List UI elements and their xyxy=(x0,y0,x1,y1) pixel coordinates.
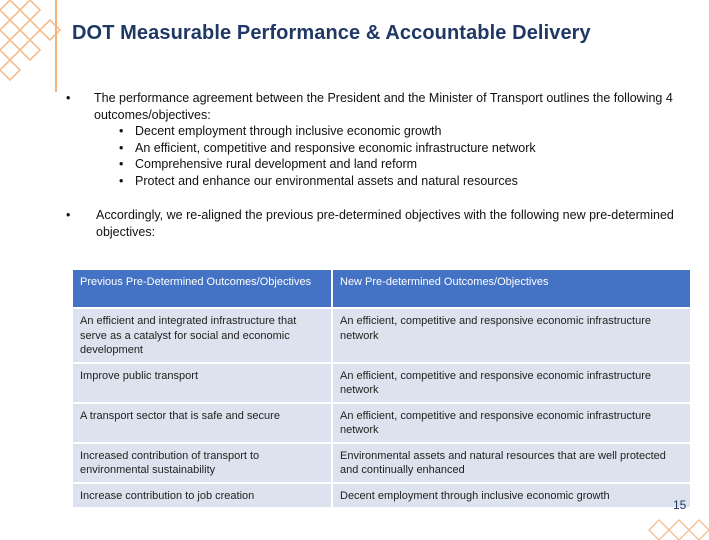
column-header-previous: Previous Pre-Determined Outcomes/Objectives xyxy=(72,269,332,308)
table-cell: Environmental assets and natural resources that are well protected and continually enhanced xyxy=(332,443,691,483)
table-cell: An efficient and integrated infrastructure that serve as a catalyst for social and economic development xyxy=(72,308,332,363)
table-cell: Improve public transport xyxy=(72,363,332,403)
table-cell: Increased contribution of transport to environmental sustainability xyxy=(72,443,332,483)
corner-pattern-decoration-bottom xyxy=(639,508,709,540)
outcomes-list xyxy=(94,123,680,189)
paragraph-1-text: The performance agreement between the President and the Minister of Transport outlines the following 4 outcomes/objectives: xyxy=(94,91,673,122)
corner-pattern-decoration xyxy=(0,0,62,92)
table-cell: An efficient, competitive and responsive economic infrastructure network xyxy=(332,308,691,363)
bullet-icon: • xyxy=(119,140,124,155)
table-header-row xyxy=(72,269,691,308)
table-row xyxy=(72,363,691,403)
table-row xyxy=(72,308,691,363)
list-item: • An efficient, competitive and responsive economic infrastructure network xyxy=(119,140,536,155)
objectives-table xyxy=(71,268,692,509)
bullet-paragraph-2 xyxy=(60,207,680,240)
bullet-icon: • xyxy=(66,91,71,105)
column-header-new: New Pre-determined Outcomes/Objectives xyxy=(332,269,691,308)
list-item: • Decent employment through inclusive economic growth xyxy=(119,124,442,138)
table-row xyxy=(72,443,691,483)
table-cell: Decent employment through inclusive economic growth xyxy=(332,483,691,509)
table-row xyxy=(72,483,691,509)
table-row xyxy=(72,403,691,443)
bullet-icon: • xyxy=(119,157,124,171)
bullet-icon: • xyxy=(119,124,124,138)
slide-title: DOT Measurable Performance & Accountable Delivery xyxy=(72,22,591,44)
table-cell: An efficient, competitive and responsive economic infrastructure network xyxy=(332,363,691,403)
bullet-paragraph-1 xyxy=(60,90,680,189)
page-number: 15 xyxy=(673,498,687,512)
list-item: • Protect and enhance our environmental assets and natural resources xyxy=(119,173,518,188)
slide-body xyxy=(60,90,680,240)
paragraph-2-text: Accordingly, we re-aligned the previous pre-determined objectives with the following new pre-determined objectives: xyxy=(96,208,674,239)
list-item: • Comprehensive rural development and land reform xyxy=(119,157,418,171)
table-cell: A transport sector that is safe and secure xyxy=(72,403,332,443)
bullet-icon: • xyxy=(66,208,71,222)
table-cell: An efficient, competitive and responsive economic infrastructure network xyxy=(332,403,691,443)
table-cell: Increase contribution to job creation xyxy=(72,483,332,509)
bullet-icon: • xyxy=(119,173,124,188)
